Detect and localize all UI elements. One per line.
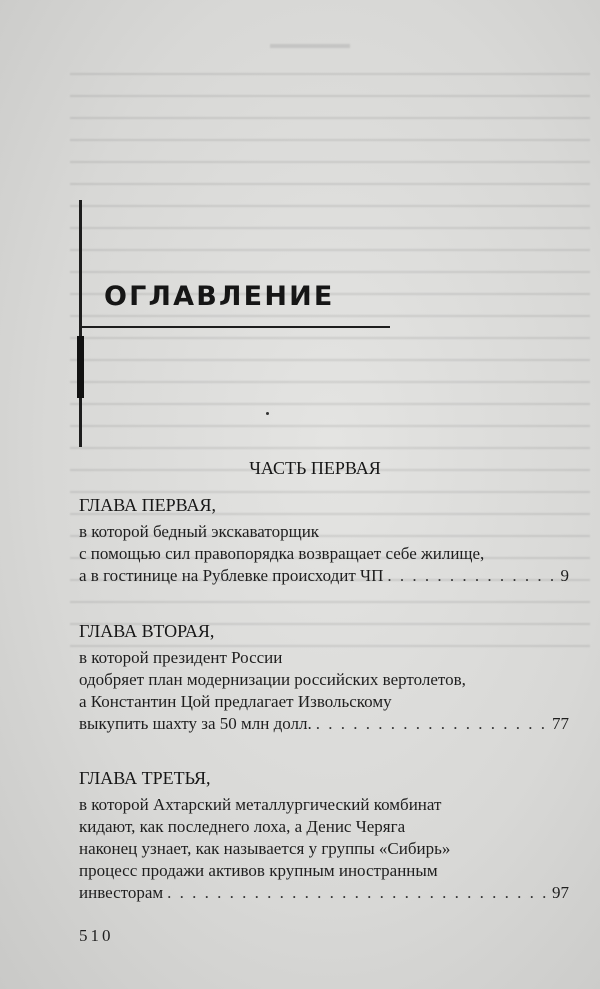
dot-leader — [316, 713, 548, 735]
description-line: одобряет план модернизации российских вертолетов, — [79, 670, 466, 689]
description-line: наконец узнает, как называется у группы «Сибирь» — [79, 839, 451, 858]
chapter-description — [79, 521, 569, 587]
toc-frame-vertical-rule — [79, 200, 82, 447]
chapter-title: ГЛАВА ВТОРАЯ, — [79, 621, 215, 641]
chapter-description — [79, 647, 569, 735]
toc-entry-chapter-1[interactable] — [79, 494, 569, 587]
description-line: выкупить шахту за 50 млн долл. — [79, 714, 312, 733]
dot-leader — [167, 882, 548, 904]
toc-entry-chapter-2[interactable] — [79, 620, 569, 735]
description-line: инвесторам — [79, 883, 164, 902]
chapter-title: ГЛАВА ТРЕТЬЯ, — [79, 768, 211, 788]
toc-heading: ОГЛАВЛЕНИЕ — [104, 281, 335, 312]
dot-leader — [387, 565, 556, 587]
page-number: 97 — [552, 883, 569, 902]
description-line: а Константин Цой предлагает Извольскому — [79, 692, 392, 711]
dot-ornament — [266, 412, 269, 415]
part-title: ЧАСТЬ ПЕРВАЯ — [249, 458, 381, 478]
chapter-title: ГЛАВА ПЕРВАЯ, — [79, 495, 217, 515]
description-line: а в гостинице на Рублевке происходит ЧП — [79, 566, 384, 585]
description-line: в которой президент России — [79, 648, 283, 667]
toc-frame-horizontal-rule — [79, 326, 390, 328]
description-line: в которой бедный экскаваторщик — [79, 522, 320, 541]
folio-page-number: 510 — [79, 926, 114, 945]
description-line: кидают, как последнего лоха, а Денис Черяга — [79, 817, 406, 836]
toc-frame-bold-marker — [77, 336, 84, 398]
toc-entry-chapter-3[interactable] — [79, 767, 569, 904]
page-number: 9 — [560, 566, 569, 585]
description-last-line — [79, 565, 569, 587]
description-last-line — [79, 882, 569, 904]
chapter-description — [79, 794, 569, 904]
description-line: процесс продажи активов крупным иностранным — [79, 861, 438, 880]
description-last-line — [79, 713, 569, 735]
description-line: в которой Ахтарский металлургический комбинат — [79, 795, 442, 814]
page-number: 77 — [552, 714, 569, 733]
bleed-through-header — [270, 44, 350, 48]
description-line: с помощью сил правопорядка возвращает себе жилище, — [79, 544, 485, 563]
